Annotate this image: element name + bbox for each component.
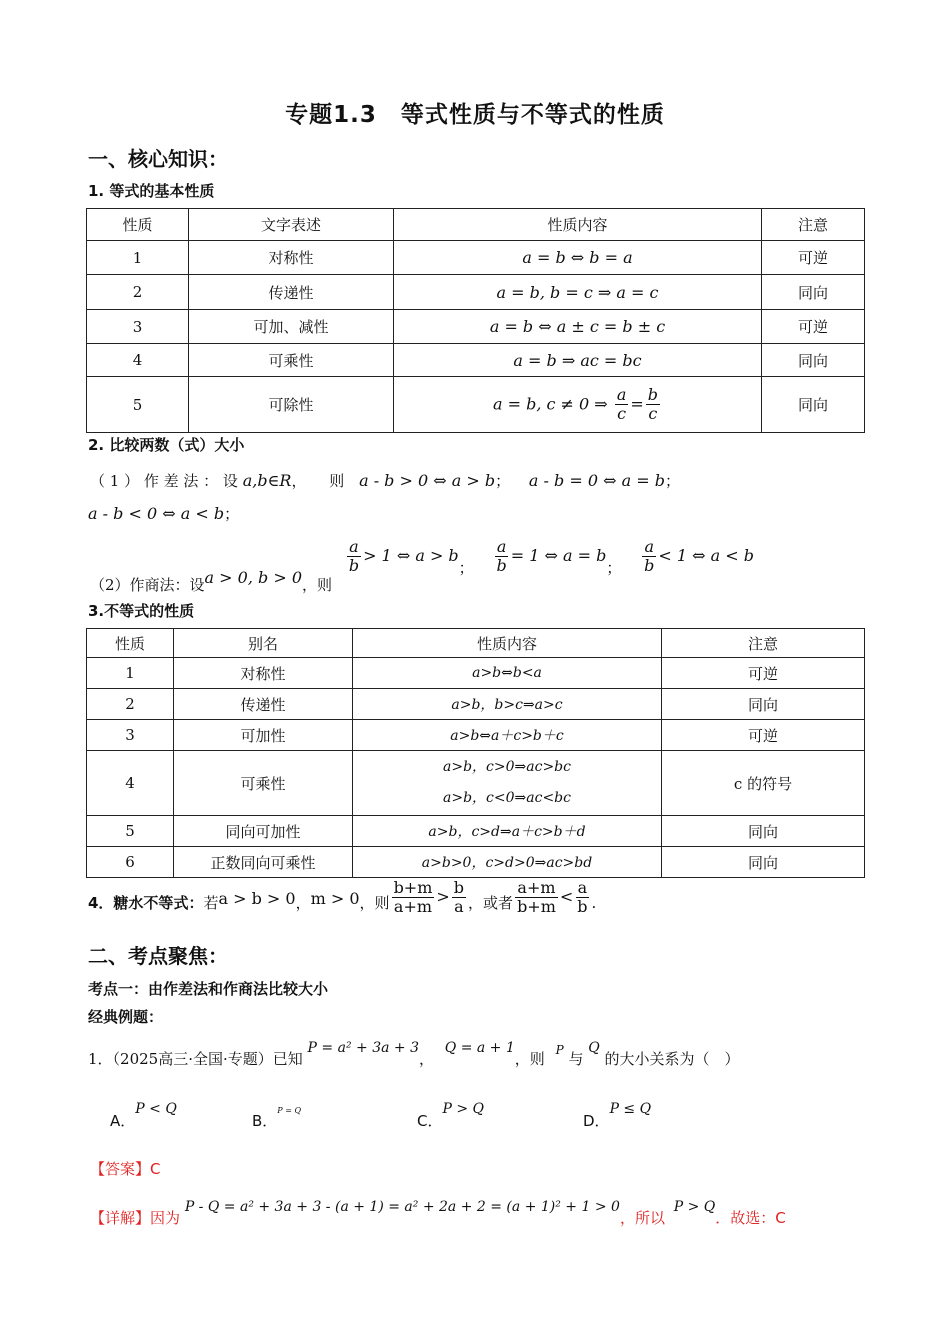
answer-line <box>90 1158 161 1179</box>
table-cell: 对称性 <box>189 241 394 275</box>
table-header-cell: 性质内容 <box>353 629 662 658</box>
inequality-properties-table <box>86 628 865 878</box>
quot-method-label: （2）作商法：设 <box>90 576 205 595</box>
table-header-cell: 文字表述 <box>189 209 394 241</box>
subheading-compare-size: 2. 比较两数（式）大小 <box>88 436 245 454</box>
formula: P > Q <box>673 1199 716 1215</box>
table-cell: a = b ⇔ a ± c = b ± c <box>394 310 762 344</box>
table-cell: 同向 <box>762 344 865 377</box>
formula: $\frac{a}{b}$ = 1 ⇔ a = b <box>496 537 607 576</box>
key-point-heading: 考点一：由作差法和作商法比较大小 <box>88 980 329 998</box>
option-a[interactable]: A．P < Q <box>110 1101 177 1130</box>
formula: Q = a + 1 <box>444 1040 515 1056</box>
detail-label: 【详解】 <box>90 1209 151 1227</box>
table-cell: 可乘性 <box>189 344 394 377</box>
formula: Q <box>588 1040 600 1056</box>
table-cell: 3 <box>87 720 174 751</box>
sugar-water-line: 4．糖水不等式：若a > b > 0，m > 0，则 $\frac{b+m}{a+m}$ > $\frac{b}{a}$ ，或者 $\frac{a+m}{b+m}$ < $\frac{a}{b}$ . <box>88 878 597 917</box>
question-number: 1． <box>88 1050 113 1068</box>
option-d[interactable]: D．P ≤ Q <box>583 1101 652 1130</box>
table-row <box>87 816 865 847</box>
table-cell: 正数同向可乘性 <box>174 847 353 878</box>
formula: $\frac{b+m}{a+m}$ > $\frac{b}{a}$ <box>393 878 465 917</box>
equality-properties-table <box>86 208 865 433</box>
table-row <box>87 720 865 751</box>
table-row <box>87 658 865 689</box>
sugar-water-label: 4．糖水不等式： <box>88 894 204 913</box>
formula: $\frac{a}{b}$ < 1 ⇔ a < b <box>644 537 754 576</box>
table-cell: 同向 <box>762 275 865 310</box>
formula: P = a² + 3a + 3 <box>307 1040 419 1056</box>
table-cell: 可加、减性 <box>189 310 394 344</box>
table-cell: c 的符号 <box>662 751 865 816</box>
table-header-cell: 性质内容 <box>394 209 762 241</box>
section-heading-key-points: 二、考点聚焦： <box>88 944 228 968</box>
diff-method-line: （ 1 ） 作 差 法 ： 设 a,b∈R， 则 a - b > 0 ⇔ a > b； a - b = 0 ⇔ a = b； <box>90 471 680 490</box>
table-row <box>87 847 865 878</box>
diff-method-line-2: a - b < 0 ⇔ a < b； <box>88 504 240 523</box>
table-row <box>87 241 865 275</box>
table-cell: 2 <box>87 275 189 310</box>
table-cell: 5 <box>87 816 174 847</box>
table-cell: a>b>0，c>d>0⇒ac>bd <box>353 847 662 878</box>
formula: $\frac{a+m}{b+m}$ < $\frac{a}{b}$ <box>517 878 588 917</box>
table-cell: 可逆 <box>762 310 865 344</box>
formula: a - b = 0 ⇔ a = b <box>528 471 665 490</box>
formula: $\frac{a}{b}$ > 1 ⇔ a > b <box>348 537 459 576</box>
table-row <box>87 751 865 816</box>
table-cell: a = b ⇔ b = a <box>394 241 762 275</box>
table-cell: 可逆 <box>762 241 865 275</box>
table-cell: 1 <box>87 658 174 689</box>
table-header-cell: 性质 <box>87 209 189 241</box>
table-cell: 传递性 <box>174 689 353 720</box>
table-cell: 可加性 <box>174 720 353 751</box>
option-c[interactable]: C．P > Q <box>417 1101 485 1130</box>
fraction: $\frac{b}{c}$ <box>647 384 659 423</box>
formula: P - Q = a² + 3a + 3 - (a + 1) = a² + 2a + 2 = (a + 1)² + 1 > 0 <box>184 1199 620 1215</box>
question-1: 1．（2025高三·全国·专题）已知 P = a² + 3a + 3， Q = a + 1，则 $^P$ 与 Q 的大小关系为（ ） <box>88 1040 740 1068</box>
answer-value: C <box>150 1160 161 1178</box>
table-cell: 对称性 <box>174 658 353 689</box>
table-row <box>87 310 865 344</box>
table-header-cell: 注意 <box>762 209 865 241</box>
table-cell: 同向 <box>662 847 865 878</box>
table-cell: 同向 <box>662 689 865 720</box>
table-row <box>87 344 865 377</box>
table-cell: 6 <box>87 847 174 878</box>
subheading-inequality-properties: 3.不等式的性质 <box>88 602 195 620</box>
question-source: （2025高三·全国·专题）已知 <box>112 1050 303 1068</box>
table-row <box>87 689 865 720</box>
table-cell: a>b，b>c⇒a>c <box>353 689 662 720</box>
formula: m > 0 <box>310 889 360 909</box>
table-cell: 4 <box>87 344 189 377</box>
table-header-row <box>87 209 865 241</box>
table-header-cell: 性质 <box>87 629 174 658</box>
formula: a - b > 0 ⇔ a > b <box>359 471 496 490</box>
table-cell: 传递性 <box>189 275 394 310</box>
table-cell: a>b，c>d⇒a＋c>b＋d <box>353 816 662 847</box>
table-header-cell: 注意 <box>662 629 865 658</box>
option-b[interactable]: B．P = Q <box>252 1106 302 1130</box>
quot-method-line: （2）作商法：设a > 0, b > 0，则 $\frac{a}{b}$ > 1 ⇔ a > b； $\frac{a}{b}$ = 1 ⇔ a = b； $\frac{a}{b}$ < 1 ⇔ a < b <box>90 537 754 595</box>
table-cell: 4 <box>87 751 174 816</box>
formula-text: a = b, c ≠ 0 ⇒ <box>492 394 608 413</box>
table-cell: 可乘性 <box>174 751 353 816</box>
subheading-equality-properties: 1. 等式的基本性质 <box>88 182 215 200</box>
answer-label: 【答案】 <box>90 1160 151 1178</box>
formula: a - b < 0 ⇔ a < b <box>88 504 225 523</box>
formula: P <box>555 1043 564 1057</box>
table-cell: a = b ⇒ ac = bc <box>394 344 762 377</box>
formula: a,b∈R <box>242 471 292 490</box>
table-cell: 1 <box>87 241 189 275</box>
table-header-row <box>87 629 865 658</box>
fraction: $\frac{a}{c}$ <box>616 384 627 423</box>
table-cell: a>b⇔b<a <box>353 658 662 689</box>
table-cell: 3 <box>87 310 189 344</box>
table-cell: 同向可加性 <box>174 816 353 847</box>
section-heading-core-knowledge: 一、核心知识： <box>88 147 228 171</box>
table-cell: 可逆 <box>662 658 865 689</box>
table-header-cell: 别名 <box>174 629 353 658</box>
table-cell: 可除性 <box>189 377 394 433</box>
formula: a > b > 0 <box>218 889 296 909</box>
table-row <box>87 275 865 310</box>
formula: a > 0, b > 0 <box>204 568 303 588</box>
table-cell: a>b⇔a＋c>b＋c <box>353 720 662 751</box>
table-cell: 2 <box>87 689 174 720</box>
table-cell: a>b，c>0⇒ac>bc a>b，c<0⇒ac<bc <box>353 751 662 816</box>
table-cell: 同向 <box>662 816 865 847</box>
example-label: 经典例题： <box>88 1008 164 1026</box>
detail-line: 【详解】因为 P - Q = a² + 3a + 3 - (a + 1) = a² + 2a + 2 = (a + 1)² + 1 > 0，所以 P > Q．故选：C <box>90 1199 786 1227</box>
diff-method-label: （ 1 ） 作 差 法 ： 设 <box>90 472 238 490</box>
table-cell: a = b, b = c ⇒ a = c <box>394 275 762 310</box>
table-row <box>87 377 865 433</box>
table-cell: 5 <box>87 377 189 433</box>
table-cell: a = b, c ≠ 0 ⇒ $\frac{a}{c}$ = $\frac{b}{c}$ <box>394 377 762 433</box>
table-cell: 同向 <box>762 377 865 433</box>
page-title: 专题1.3 等式性质与不等式的性质 <box>285 102 665 128</box>
table-cell: 可逆 <box>662 720 865 751</box>
